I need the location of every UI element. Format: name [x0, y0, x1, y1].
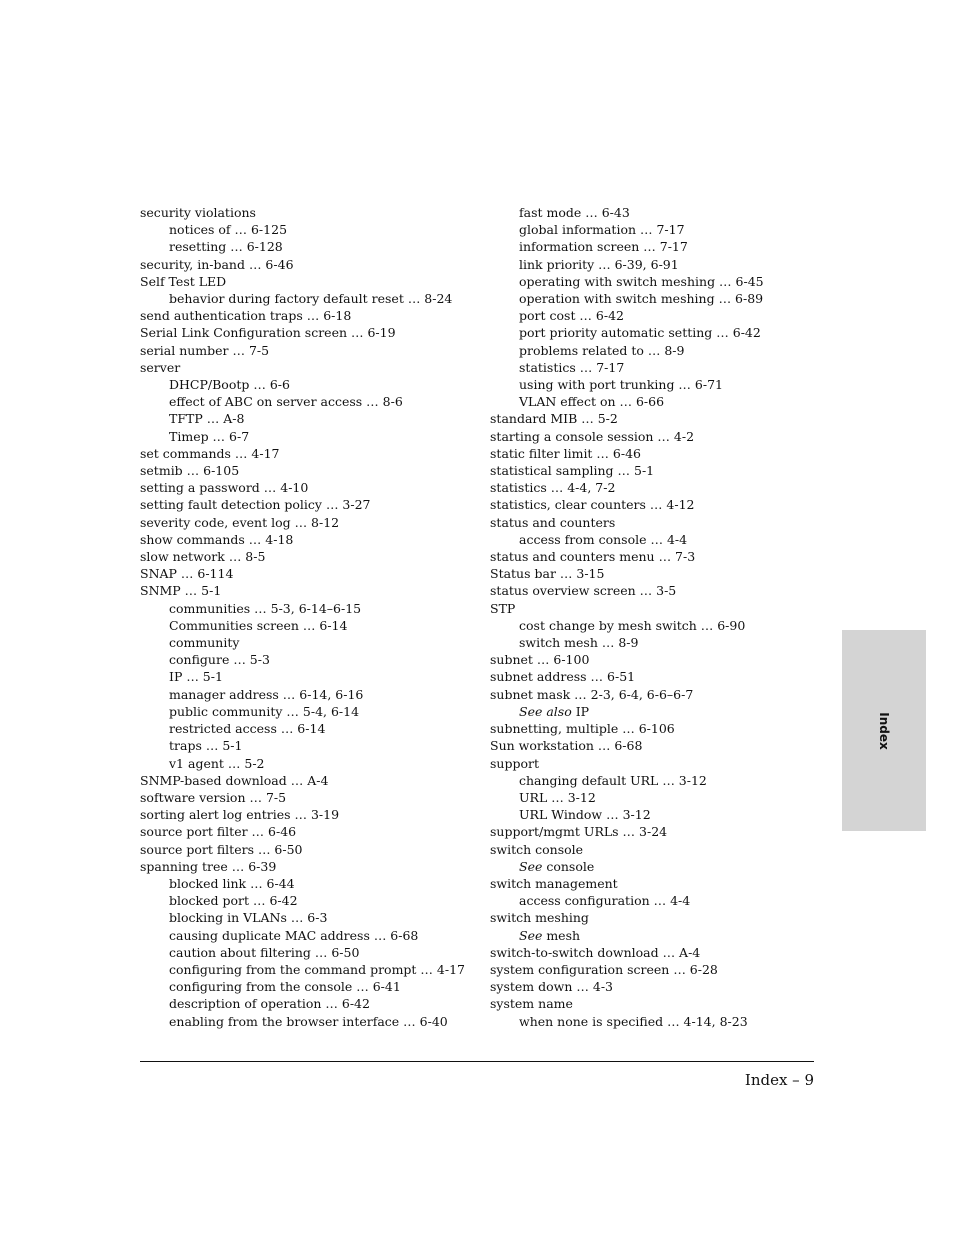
index-column-right	[490, 204, 835, 1030]
index-entry	[140, 841, 485, 858]
index-subentry	[490, 531, 835, 548]
index-subentry	[140, 428, 485, 445]
entry-text: DHCP/Bootp … 6-6	[169, 377, 290, 393]
entry-text: Self Test LED	[140, 273, 227, 289]
index-subentry	[140, 909, 485, 926]
entry-text: subnet address … 6-51	[490, 669, 636, 685]
entry-text: traps … 5-1	[169, 738, 243, 754]
entry-text: server	[140, 359, 181, 375]
index-subentry	[490, 393, 835, 410]
entry-text: setmib … 6-105	[140, 463, 240, 479]
entry-text: resetting … 6-128	[169, 239, 283, 255]
index-subentry	[140, 944, 485, 961]
entry-text: operation with switch meshing … 6-89	[519, 291, 764, 307]
entry-text: communities … 5-3, 6-14–6-15	[169, 600, 362, 616]
index-subentry	[140, 892, 485, 909]
index-entry	[140, 806, 485, 823]
entry-text: status and counters	[490, 514, 616, 530]
cross-reference-label: See also	[519, 703, 572, 719]
entry-text: source port filters … 6-50	[140, 841, 303, 857]
index-subentry	[490, 273, 835, 290]
index-subentry	[140, 703, 485, 720]
entry-text: causing duplicate MAC address … 6-68	[169, 927, 419, 943]
index-entry	[140, 273, 485, 290]
index-entry	[490, 410, 835, 427]
index-subentry	[490, 221, 835, 238]
entry-text: IP	[571, 703, 590, 719]
index-subentry	[490, 290, 835, 307]
entry-text: statistics, clear counters … 4-12	[490, 497, 695, 513]
index-subentry	[490, 342, 835, 359]
entry-text: serial number … 7-5	[140, 342, 270, 358]
index-subentry	[490, 324, 835, 341]
index-entry	[140, 479, 485, 496]
index-subentry	[490, 703, 835, 720]
index-entry	[490, 737, 835, 754]
index-subentry	[140, 686, 485, 703]
entry-text: behavior during factory default reset … 8-24	[169, 291, 453, 307]
index-subentry	[140, 720, 485, 737]
index-entry	[490, 823, 835, 840]
index-subentry	[140, 875, 485, 892]
entry-text: Serial Link Configuration screen … 6-19	[140, 325, 396, 341]
entry-text: console	[542, 858, 595, 874]
index-subentry	[140, 617, 485, 634]
index-entry	[140, 531, 485, 548]
index-subentry	[140, 600, 485, 617]
index-entry	[140, 565, 485, 582]
index-subentry	[490, 634, 835, 651]
entry-text: access configuration … 4-4	[519, 893, 691, 909]
index-entry	[140, 548, 485, 565]
entry-text: subnetting, multiple … 6-106	[490, 721, 675, 737]
index-entry	[490, 720, 835, 737]
entry-text: send authentication traps … 6-18	[140, 308, 352, 324]
entry-text: link priority … 6-39, 6-91	[519, 256, 679, 272]
entry-text: when none is specified … 4-14, 8-23	[519, 1013, 748, 1029]
index-entry	[140, 462, 485, 479]
index-entry	[140, 514, 485, 531]
entry-text: configure … 5-3	[169, 652, 270, 668]
entry-text: source port filter … 6-46	[140, 824, 297, 840]
index-entry	[490, 841, 835, 858]
entry-text: caution about filtering … 6-50	[169, 944, 360, 960]
index-subentry	[140, 376, 485, 393]
entry-text: community	[169, 635, 240, 651]
entry-text: changing default URL … 3-12	[519, 772, 707, 788]
entry-text: information screen … 7-17	[519, 239, 688, 255]
index-entry	[490, 462, 835, 479]
index-subentry	[490, 238, 835, 255]
entry-text: blocked port … 6-42	[169, 893, 298, 909]
entry-text: STP	[490, 600, 516, 616]
entry-text: configuring from the console … 6-41	[169, 979, 401, 995]
entry-text: VLAN effect on … 6-66	[519, 394, 665, 410]
index-entry	[490, 496, 835, 513]
index-subentry	[140, 238, 485, 255]
index-subentry	[140, 978, 485, 995]
index-subentry	[490, 772, 835, 789]
index-entry	[140, 858, 485, 875]
index-subentry	[140, 961, 485, 978]
entry-text: enabling from the browser interface … 6-40	[169, 1013, 448, 1029]
entry-text: using with port trunking … 6-71	[519, 377, 723, 393]
index-entry	[140, 772, 485, 789]
entry-text: fast mode … 6-43	[519, 205, 630, 220]
index-entry	[490, 961, 835, 978]
index-entry	[490, 445, 835, 462]
entry-text: URL Window … 3-12	[519, 807, 651, 823]
entry-text: URL … 3-12	[519, 789, 596, 805]
index-entry	[140, 256, 485, 273]
entry-text: subnet … 6-100	[490, 652, 590, 668]
entry-text: show commands … 4-18	[140, 531, 294, 547]
index-subentry	[140, 410, 485, 427]
entry-text: switch-to-switch download … A-4	[490, 944, 701, 960]
index-subentry	[140, 393, 485, 410]
index-subentry	[490, 927, 835, 944]
index-subentry	[490, 204, 835, 221]
index-entry	[490, 600, 835, 617]
entry-text: notices of … 6-125	[169, 222, 288, 238]
index-entry	[140, 204, 485, 221]
index-subentry	[140, 290, 485, 307]
entry-text: configuring from the command prompt … 4-17	[169, 961, 465, 977]
index-subentry	[490, 1013, 835, 1030]
entry-text: restricted access … 6-14	[169, 721, 326, 737]
entry-text: system configuration screen … 6-28	[490, 961, 718, 977]
cross-reference-label: See	[519, 927, 543, 943]
entry-text: operating with switch meshing … 6-45	[519, 273, 764, 289]
entry-text: blocking in VLANs … 6-3	[169, 910, 328, 926]
entry-text: switch mesh … 8-9	[519, 635, 639, 651]
index-entry	[490, 755, 835, 772]
entry-text: static filter limit … 6-46	[490, 445, 641, 461]
entry-text: subnet mask … 2-3, 6-4, 6-6–6-7	[490, 686, 694, 702]
entry-text: Sun workstation … 6-68	[490, 738, 643, 754]
entry-text: description of operation … 6-42	[169, 996, 370, 1012]
entry-text: switch management	[490, 875, 618, 891]
index-entry	[490, 479, 835, 496]
entry-text: v1 agent … 5-2	[169, 755, 265, 771]
index-subentry	[140, 1013, 485, 1030]
index-subentry	[140, 634, 485, 651]
index-subentry	[490, 359, 835, 376]
index-entry	[490, 548, 835, 565]
index-entry	[490, 686, 835, 703]
index-subentry	[140, 651, 485, 668]
index-entry	[140, 789, 485, 806]
cross-reference-label: See	[519, 858, 543, 874]
entry-text: security violations	[140, 205, 256, 220]
index-entry	[140, 359, 485, 376]
index-entry	[140, 342, 485, 359]
index-entry	[490, 995, 835, 1012]
entry-text: blocked link … 6-44	[169, 875, 295, 891]
entry-text: SNMP-based download … A-4	[140, 772, 329, 788]
index-entry	[140, 582, 485, 599]
entry-text: effect of ABC on server access … 8-6	[169, 394, 403, 410]
entry-text: port cost … 6-42	[519, 308, 624, 324]
index-entry	[140, 496, 485, 513]
entry-text: status and counters menu … 7-3	[490, 549, 696, 565]
page-number: Index – 9	[744, 1071, 814, 1089]
index-entry	[490, 651, 835, 668]
index-entry	[140, 307, 485, 324]
entry-text: setting fault detection policy … 3-27	[140, 497, 371, 513]
entry-text: severity code, event log … 8-12	[140, 514, 340, 530]
entry-text: security, in-band … 6-46	[140, 256, 294, 272]
index-entry	[490, 514, 835, 531]
index-subentry	[490, 307, 835, 324]
entry-text: SNAP … 6-114	[140, 566, 234, 582]
entry-text: switch meshing	[490, 910, 589, 926]
index-subentry	[490, 617, 835, 634]
index-subentry	[490, 892, 835, 909]
index-subentry	[140, 927, 485, 944]
entry-text: standard MIB … 5-2	[490, 411, 618, 427]
entry-text: system down … 4-3	[490, 979, 613, 995]
entry-text: statistics … 4-4, 7-2	[490, 480, 616, 496]
index-entry	[490, 582, 835, 599]
index-subentry	[490, 789, 835, 806]
index-column-left	[140, 204, 485, 1030]
entry-text: TFTP … A-8	[169, 411, 245, 427]
entry-text: status overview screen … 3-5	[490, 583, 677, 599]
index-side-tab	[842, 630, 926, 831]
index-entry	[490, 668, 835, 685]
entry-text: port priority automatic setting … 6-42	[519, 325, 761, 341]
entry-text: setting a password … 4-10	[140, 480, 309, 496]
entry-text: Communities screen … 6-14	[169, 617, 348, 633]
index-subentry	[140, 995, 485, 1012]
index-entry	[490, 944, 835, 961]
entry-text: mesh	[542, 927, 581, 943]
entry-text: software version … 7-5	[140, 789, 287, 805]
index-entry	[140, 324, 485, 341]
index-entry	[140, 823, 485, 840]
entry-text: public community … 5-4, 6-14	[169, 703, 360, 719]
entry-text: statistics … 7-17	[519, 359, 625, 375]
entry-text: problems related to … 8-9	[519, 342, 685, 358]
footer-rule	[140, 1061, 814, 1062]
index-subentry	[140, 221, 485, 238]
entry-text: support/mgmt URLs … 3-24	[490, 824, 668, 840]
entry-text: sorting alert log entries … 3-19	[140, 807, 340, 823]
entry-text: support	[490, 755, 539, 771]
entry-text: Timep … 6-7	[169, 428, 250, 444]
index-subentry	[490, 806, 835, 823]
index-entry	[490, 978, 835, 995]
index-subentry	[490, 256, 835, 273]
entry-text: set commands … 4-17	[140, 445, 280, 461]
index-entry	[490, 565, 835, 582]
index-entry	[490, 428, 835, 445]
index-entry	[490, 875, 835, 892]
entry-text: global information … 7-17	[519, 222, 685, 238]
index-subentry	[140, 737, 485, 754]
entry-text: SNMP … 5-1	[140, 583, 222, 599]
index-entry	[140, 445, 485, 462]
index-subentry	[490, 858, 835, 875]
entry-text: access from console … 4-4	[519, 531, 688, 547]
entry-text: switch console	[490, 841, 584, 857]
entry-text: cost change by mesh switch … 6-90	[519, 617, 746, 633]
index-subentry	[490, 376, 835, 393]
entry-text: Status bar … 3-15	[490, 566, 605, 582]
entry-text: system name	[490, 996, 573, 1012]
entry-text: manager address … 6-14, 6-16	[169, 686, 364, 702]
entry-text: starting a console session … 4-2	[490, 428, 695, 444]
index-subentry	[140, 668, 485, 685]
index-tab-label: Index	[877, 711, 891, 750]
entry-text: statistical sampling … 5-1	[490, 463, 655, 479]
entry-text: spanning tree … 6-39	[140, 858, 277, 874]
entry-text: slow network … 8-5	[140, 549, 266, 565]
index-subentry	[140, 755, 485, 772]
entry-text: IP … 5-1	[169, 669, 223, 685]
index-entry	[490, 909, 835, 926]
